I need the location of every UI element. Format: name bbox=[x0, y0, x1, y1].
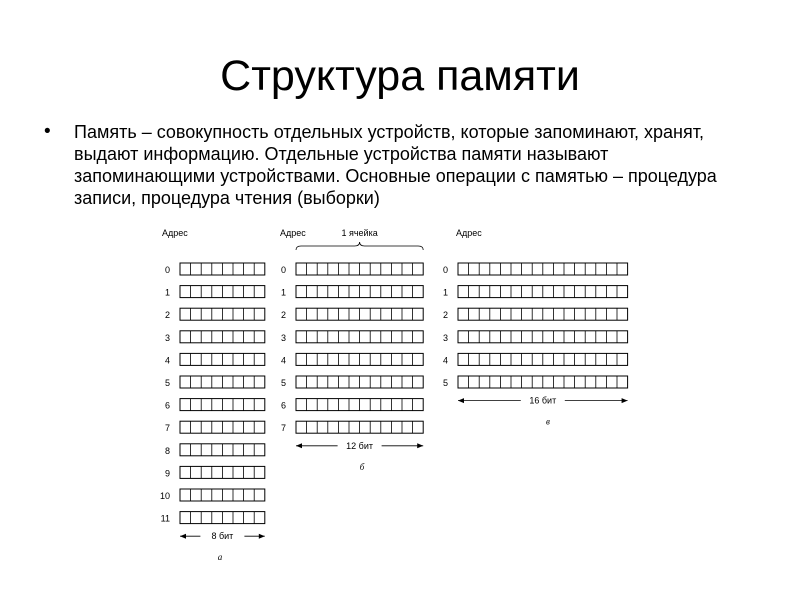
width-arrow-left-head bbox=[180, 534, 186, 539]
address-number: 9 bbox=[164, 468, 170, 479]
panel-caption-c: в bbox=[546, 416, 550, 427]
address-number: 2 bbox=[280, 310, 286, 321]
address-number: 3 bbox=[442, 332, 448, 343]
address-number: 0 bbox=[280, 265, 286, 275]
bullet-text: Память – совокупность отдельных устройств, которые запоминают, хранят, выдают информацию. Отдельные устройства памяти называют запоминающими устройствами. Основные операции с памятью – процедура записи, процедура чтения (выборки) bbox=[74, 122, 717, 208]
address-number: 4 bbox=[442, 355, 448, 366]
address-number: 10 bbox=[159, 491, 170, 501]
address-number: 3 bbox=[164, 332, 170, 343]
cell-label: 1 ячейка bbox=[341, 228, 378, 238]
address-number: 6 bbox=[280, 400, 286, 411]
width-label-b: 12 бит bbox=[346, 440, 374, 451]
address-number: 11 bbox=[160, 513, 170, 524]
address-number: 5 bbox=[164, 378, 170, 388]
width-label-a: 8 бит bbox=[211, 531, 234, 542]
width-arrow-left-head bbox=[458, 398, 464, 403]
address-number: 0 bbox=[164, 265, 170, 275]
width-arrow-right-head bbox=[622, 398, 628, 403]
memory-organization-figure bbox=[150, 218, 660, 578]
address-number: 1 bbox=[164, 287, 170, 298]
width-label-c: 16 бит bbox=[529, 395, 557, 406]
address-number: 4 bbox=[280, 355, 286, 366]
address-label-c: Адрес bbox=[456, 228, 482, 238]
address-number: 4 bbox=[164, 355, 170, 366]
address-number: 7 bbox=[164, 423, 170, 434]
slide-title: Структура памяти bbox=[220, 52, 580, 100]
address-number: 5 bbox=[442, 378, 448, 388]
address-number: 5 bbox=[280, 378, 286, 388]
address-number: 2 bbox=[442, 310, 448, 321]
address-number: 1 bbox=[280, 287, 286, 298]
width-arrow-left-head bbox=[296, 443, 302, 448]
cell-brace bbox=[296, 242, 423, 250]
address-number: 0 bbox=[442, 265, 448, 275]
address-number: 6 bbox=[164, 400, 170, 411]
width-arrow-right-head bbox=[259, 534, 265, 539]
address-number: 3 bbox=[280, 332, 286, 343]
address-number: 8 bbox=[164, 445, 170, 456]
panel-caption-b: б bbox=[359, 461, 365, 472]
address-number: 1 bbox=[442, 287, 448, 298]
address-label-b: Адрес bbox=[280, 228, 306, 238]
address-number: 2 bbox=[164, 310, 170, 321]
address-label-a: Адрес bbox=[162, 228, 188, 238]
width-arrow-right-head bbox=[417, 443, 423, 448]
memory-figure-svg bbox=[150, 218, 660, 578]
address-number: 7 bbox=[280, 423, 286, 434]
panel-caption-a: а bbox=[217, 552, 223, 563]
bullet-dot: • bbox=[44, 121, 51, 142]
